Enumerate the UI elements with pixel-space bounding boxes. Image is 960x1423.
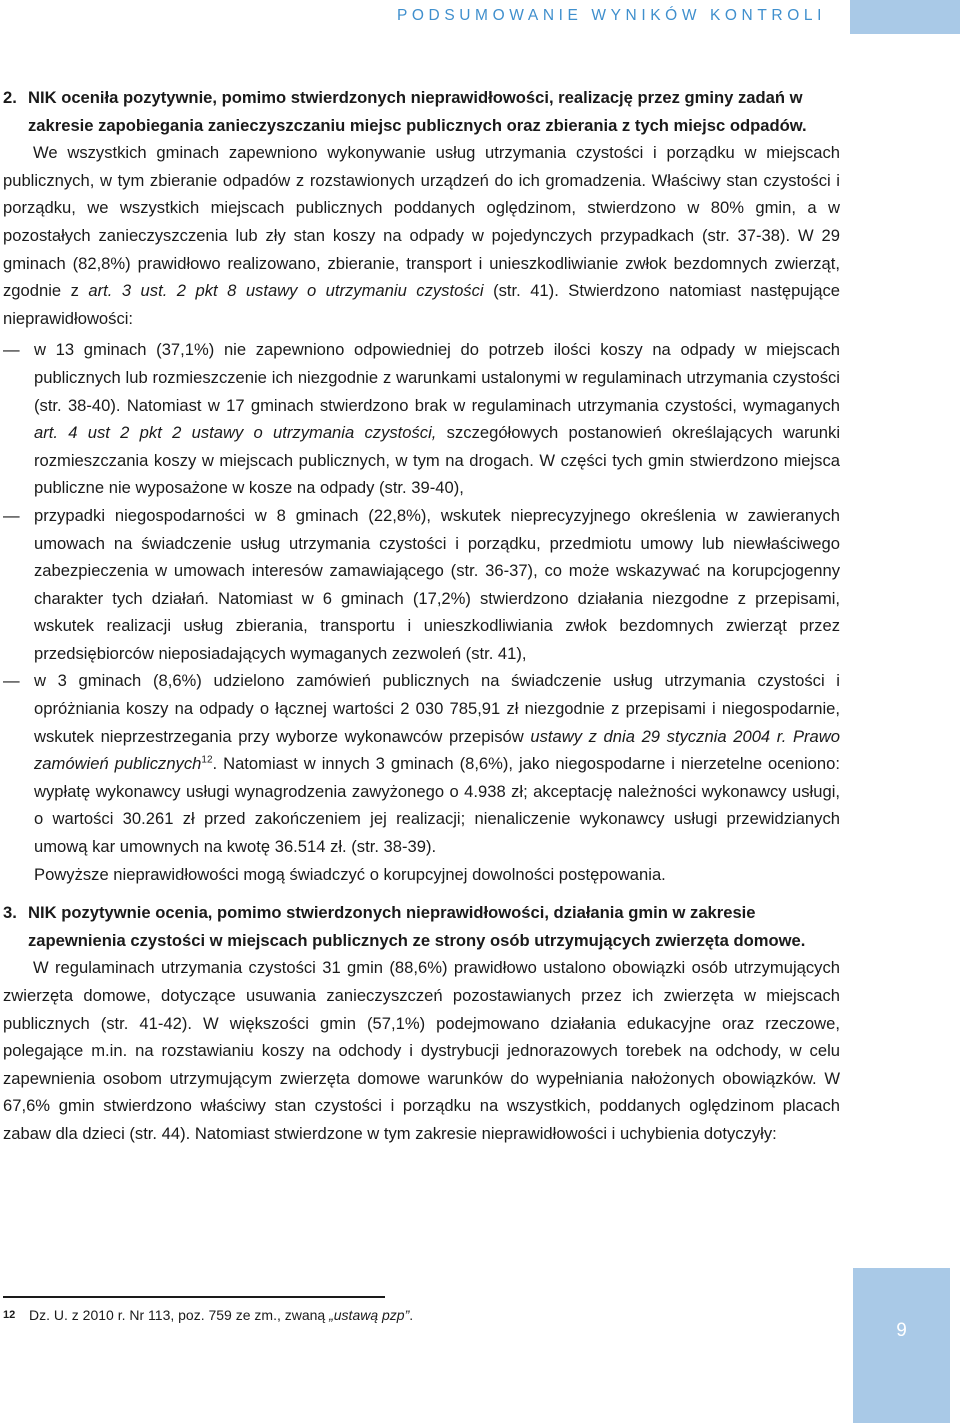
section-2-number: 2. xyxy=(3,88,17,107)
list-item xyxy=(3,502,840,668)
list-item-italic: ustawy z dnia 29 stycznia 2004 r. Prawo zamówień publicznych xyxy=(34,726,840,774)
dash-bullet: — xyxy=(3,505,20,525)
page-number-box xyxy=(853,1268,950,1423)
page-number: 9 xyxy=(896,1320,907,1341)
section-2-heading xyxy=(3,84,840,139)
dash-bullet: — xyxy=(3,340,20,360)
footnote xyxy=(3,1305,413,1325)
section-3-heading xyxy=(3,899,840,954)
footnote-number: 12 xyxy=(3,1309,16,1321)
section-3-number: 3. xyxy=(3,903,17,923)
section-3-heading-text: NIK pozytywnie ocenia, pomimo stwierdzonych nieprawidłowości, działania gmin w zakresie zapewnienia czystości w miejscach publicznych ze strony osób utrzymujących zwierzęta domowe. xyxy=(28,903,806,950)
footnote-end: . xyxy=(409,1307,414,1323)
footnote-text: Dz. U. z 2010 r. Nr 113, poz. 759 ze zm., zwaną xyxy=(29,1307,330,1323)
section-2-paragraph-end: (str. 41). Stwierdzono natomiast następujące nieprawidłowości: xyxy=(3,281,840,328)
list-item-italic: art. 4 ust 2 pkt 2 ustawy o utrzymania czystości, xyxy=(34,423,437,443)
list-item-text: szczegółowych postanowień określających warunki rozmieszczania koszy w miejscach publicznych, w tym na drogach. W części tych gmin stwierdzono miejsca publiczne nie wyposażone w kosze na odpady (str. 39-40), xyxy=(34,423,841,498)
list-item-text: przypadki niegospodarności w 8 gminach (22,8%), wskutek nieprecyzyjnego określenia w zawieranych umowach na świadczenie usług utrzymania czystości i porządku, przedmiotu umowy lub niewłaściwego zabezpieczenia w umowach interesów zamawiającego (str. 36-37), co może wskazywać na korupcjogenny charakter tych działań. Natomiast w 6 gminach (17,2%) stwierdzono działania niezgodne z przepisami, wskutek realizacji usług zbierania, transportu i unieszkodliwiania zwłok bezdomnych zwierząt przez przedsiębiorców nieposiadających wymaganych zezwoleń (str. 41), xyxy=(34,505,840,663)
section-2-paragraph-italic: art. 3 ust. 2 pkt 8 ustawy o utrzymaniu czystości xyxy=(88,281,484,301)
footnote-reference: 12 xyxy=(201,754,213,766)
dash-bullet: — xyxy=(3,671,20,691)
section-2-paragraph-text: We wszystkich gminach zapewniono wykonywanie usług utrzymania czystości i porządku w miejscach publicznych, w tym zbieranie odpadów z rozstawionych urządzeń do ich gromadzenia. Właściwy stan czystości i porządku, we wszystkich miejscach publicznych poddanych oględzinom, stwierdzono w 80% gmin, a w pozostałych zanieczyszczenia lub zły stan koszy na odpady w pojedynczych przypadkach (str. 37-38). W 29 gminach (82,8%) prawidłowo realizowano, zbieranie, transport i unieszkodliwianie zwłok bezdomnych zwierząt, zgodnie z xyxy=(3,143,840,301)
list-item-text: w 3 gminach (8,6%) udzielono zamówień publicznych na świadczenie usług utrzymania czystości i opróżniania koszy na odpady o łącznej wartości 2 030 785,91 zł niezgodnie z przepisami i niegospodarnie, wskutek nieprzestrzegania przy wyborze wykonawców przepisów xyxy=(34,671,840,746)
footnote-divider xyxy=(3,1296,385,1298)
list-item xyxy=(3,336,840,502)
section-2-heading-text: NIK oceniła pozytywnie, pomimo stwierdzonych nieprawidłowości, realizację przez gminy zadań w zakresie zapobiegania zanieczyszczaniu miejsc publicznych oraz zbierania z tych miejsc odpadów. xyxy=(28,88,807,135)
section-2-closing: Powyższe nieprawidłowości mogą świadczyć o korupcyjnej dowolności postępowania. xyxy=(34,864,666,884)
list-item xyxy=(3,667,840,860)
irregularities-list xyxy=(3,336,840,860)
section-3-paragraph: W regulaminach utrzymania czystości 31 gmin (88,6%) prawidłowo ustalono obowiązki osób utrzymujących zwierzęta domowe, dotyczące usuwania zanieczyszczeń pozostawianych przez ich zwierzęta w miejscach publicznych (str. 41-42). W większości gmin (57,1%) podejmowano działania edukacyjne oraz rzeczowe, polegające m.in. na rozstawianiu koszy na odchody i dystrybucji jednorazowych torebek na odchody, w celu zapewnienia osobom utrzymującym zwierzęta domowe warunków do wypełniania nałożonych obowiązków. W 67,6% gmin stwierdzono właściwy stan czystości i porządku na wszystkich, poddanych oględzinom placach zabaw dla dzieci (str. 44). Natomiast stwierdzone w tym zakresie nieprawidłowości i uchybienia dotyczyły: xyxy=(3,958,840,1143)
footnote-italic: „ustawą pzp” xyxy=(329,1307,410,1323)
running-header: PODSUMOWANIE WYNIKÓW KONTROLI xyxy=(396,7,826,24)
header-color-block xyxy=(850,0,960,34)
section-2-paragraph xyxy=(3,139,840,332)
list-item-text: w 13 gminach (37,1%) nie zapewniono odpowiedniej do potrzeb ilości koszy na odpady w miejscach publicznych lub rozmieszczenie ich niezgodnie z warunkami ustalonymi w regulaminach utrzymania czystości (str. 38-40). Natomiast w 17 gminach stwierdzono brak w regulaminach utrzymania czystości, wymaganych xyxy=(34,340,840,415)
main-content xyxy=(3,84,840,1148)
list-item-text: . Natomiast w innych 3 gminach (8,6%), jako niegospodarne i nierzetelne oceniono: wypłatę wykonawcy usługi wynagrodzenia zawyżonego o 4.938 zł; akceptację należności wykonawcy usługi, o wartości 30.261 zł przed zakończeniem jej realizacji; nienaliczenie wykonawcy usługi przewidzianych umową kar umownych na kwotę 36.514 zł. (str. 38-39). xyxy=(34,754,840,857)
